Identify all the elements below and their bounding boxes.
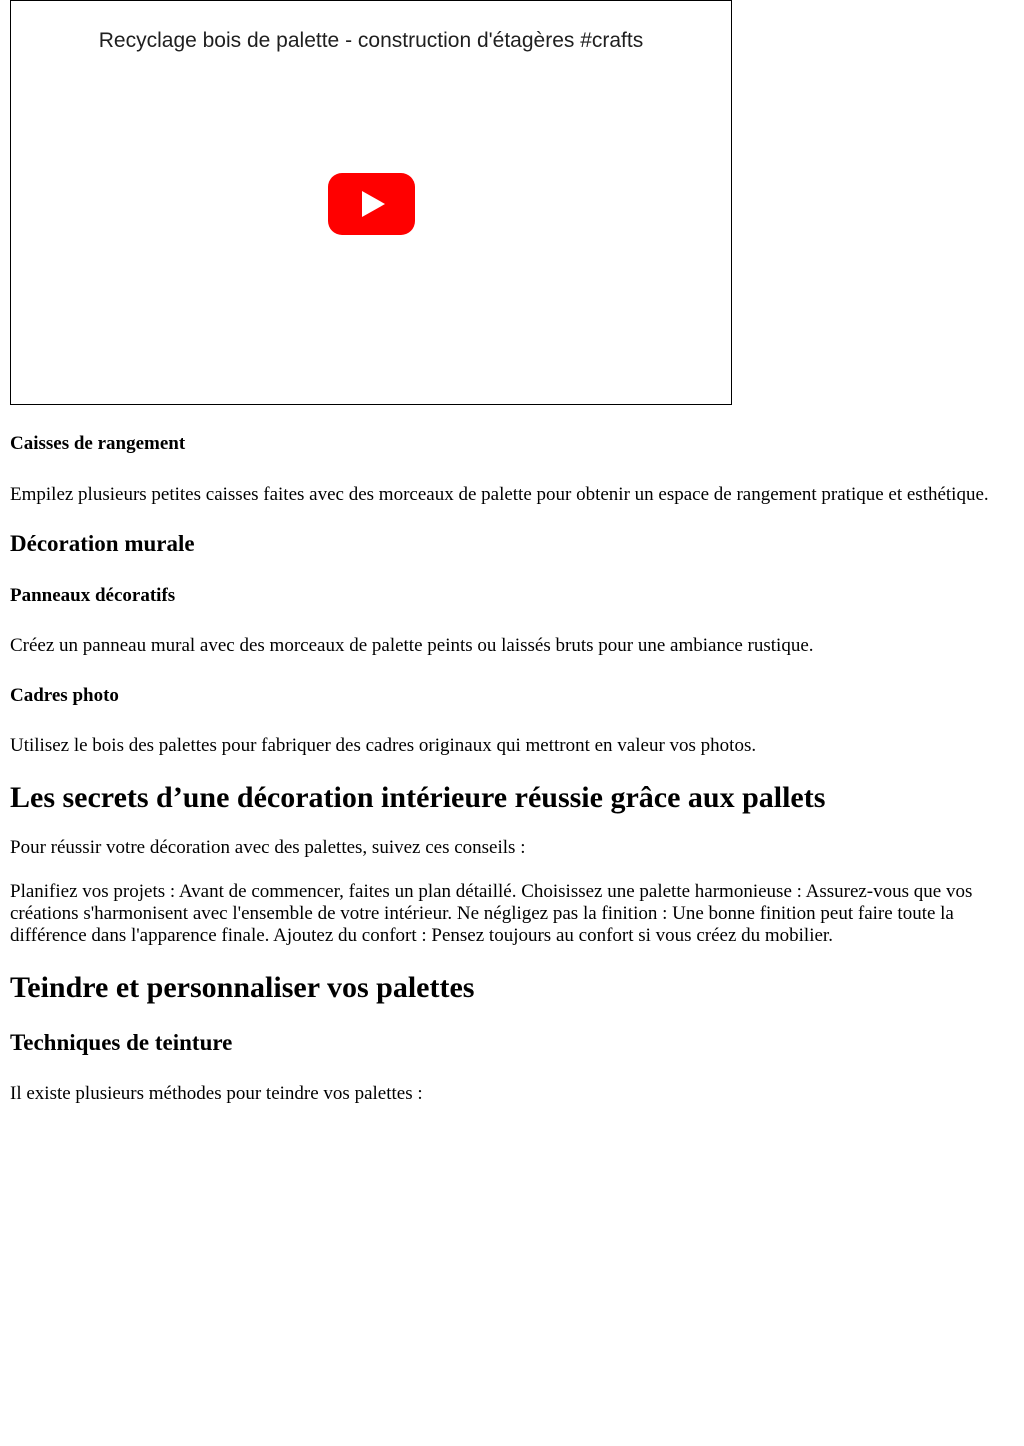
teindre-heading: Teindre et personnaliser vos palettes (10, 971, 475, 1004)
video-embed[interactable] (10, 0, 732, 405)
panneaux-heading: Panneaux décoratifs (10, 585, 176, 606)
techniques-heading: Techniques de teinture (10, 1030, 233, 1055)
secrets-body: Planifiez vos projets : Avant de commencer, faites un plan détaillé. Choisissez une palette harmonieuse : Assurez-vous que vos créations s'harmonisent avec l'ensemble de votre intérieur. Ne négligez pas la finition : Une bonne finition peut faire toute la différence dans l'apparence finale. Ajoutez du confort : Pensez toujours au confort si vous créez du mobilier. (10, 881, 973, 946)
secrets-heading: Les secrets d’une décoration intérieure réussie grâce aux pallets (10, 781, 826, 814)
secrets-intro: Pour réussir votre décoration avec des palettes, suivez ces conseils : (10, 837, 526, 858)
cadres-text: Utilisez le bois des palettes pour fabriquer des cadres originaux qui mettront en valeur vos photos. (10, 735, 757, 756)
panneaux-text: Créez un panneau mural avec des morceaux de palette peints ou laissés bruts pour une ambiance rustique. (10, 635, 814, 656)
video-title[interactable]: Recyclage bois de palette - construction d'étagères #crafts (98, 29, 644, 52)
caisses-text: Empilez plusieurs petites caisses faites avec des morceaux de palette pour obtenir un espace de rangement pratique et esthétique. (10, 484, 989, 505)
techniques-text: Il existe plusieurs méthodes pour teindre vos palettes : (10, 1083, 423, 1104)
cadres-heading: Cadres photo (10, 685, 119, 706)
decoration-heading: Décoration murale (10, 531, 195, 556)
caisses-heading: Caisses de rangement (10, 433, 186, 454)
article-content (10, 0, 1016, 1105)
youtube-play-icon[interactable] (328, 173, 415, 235)
